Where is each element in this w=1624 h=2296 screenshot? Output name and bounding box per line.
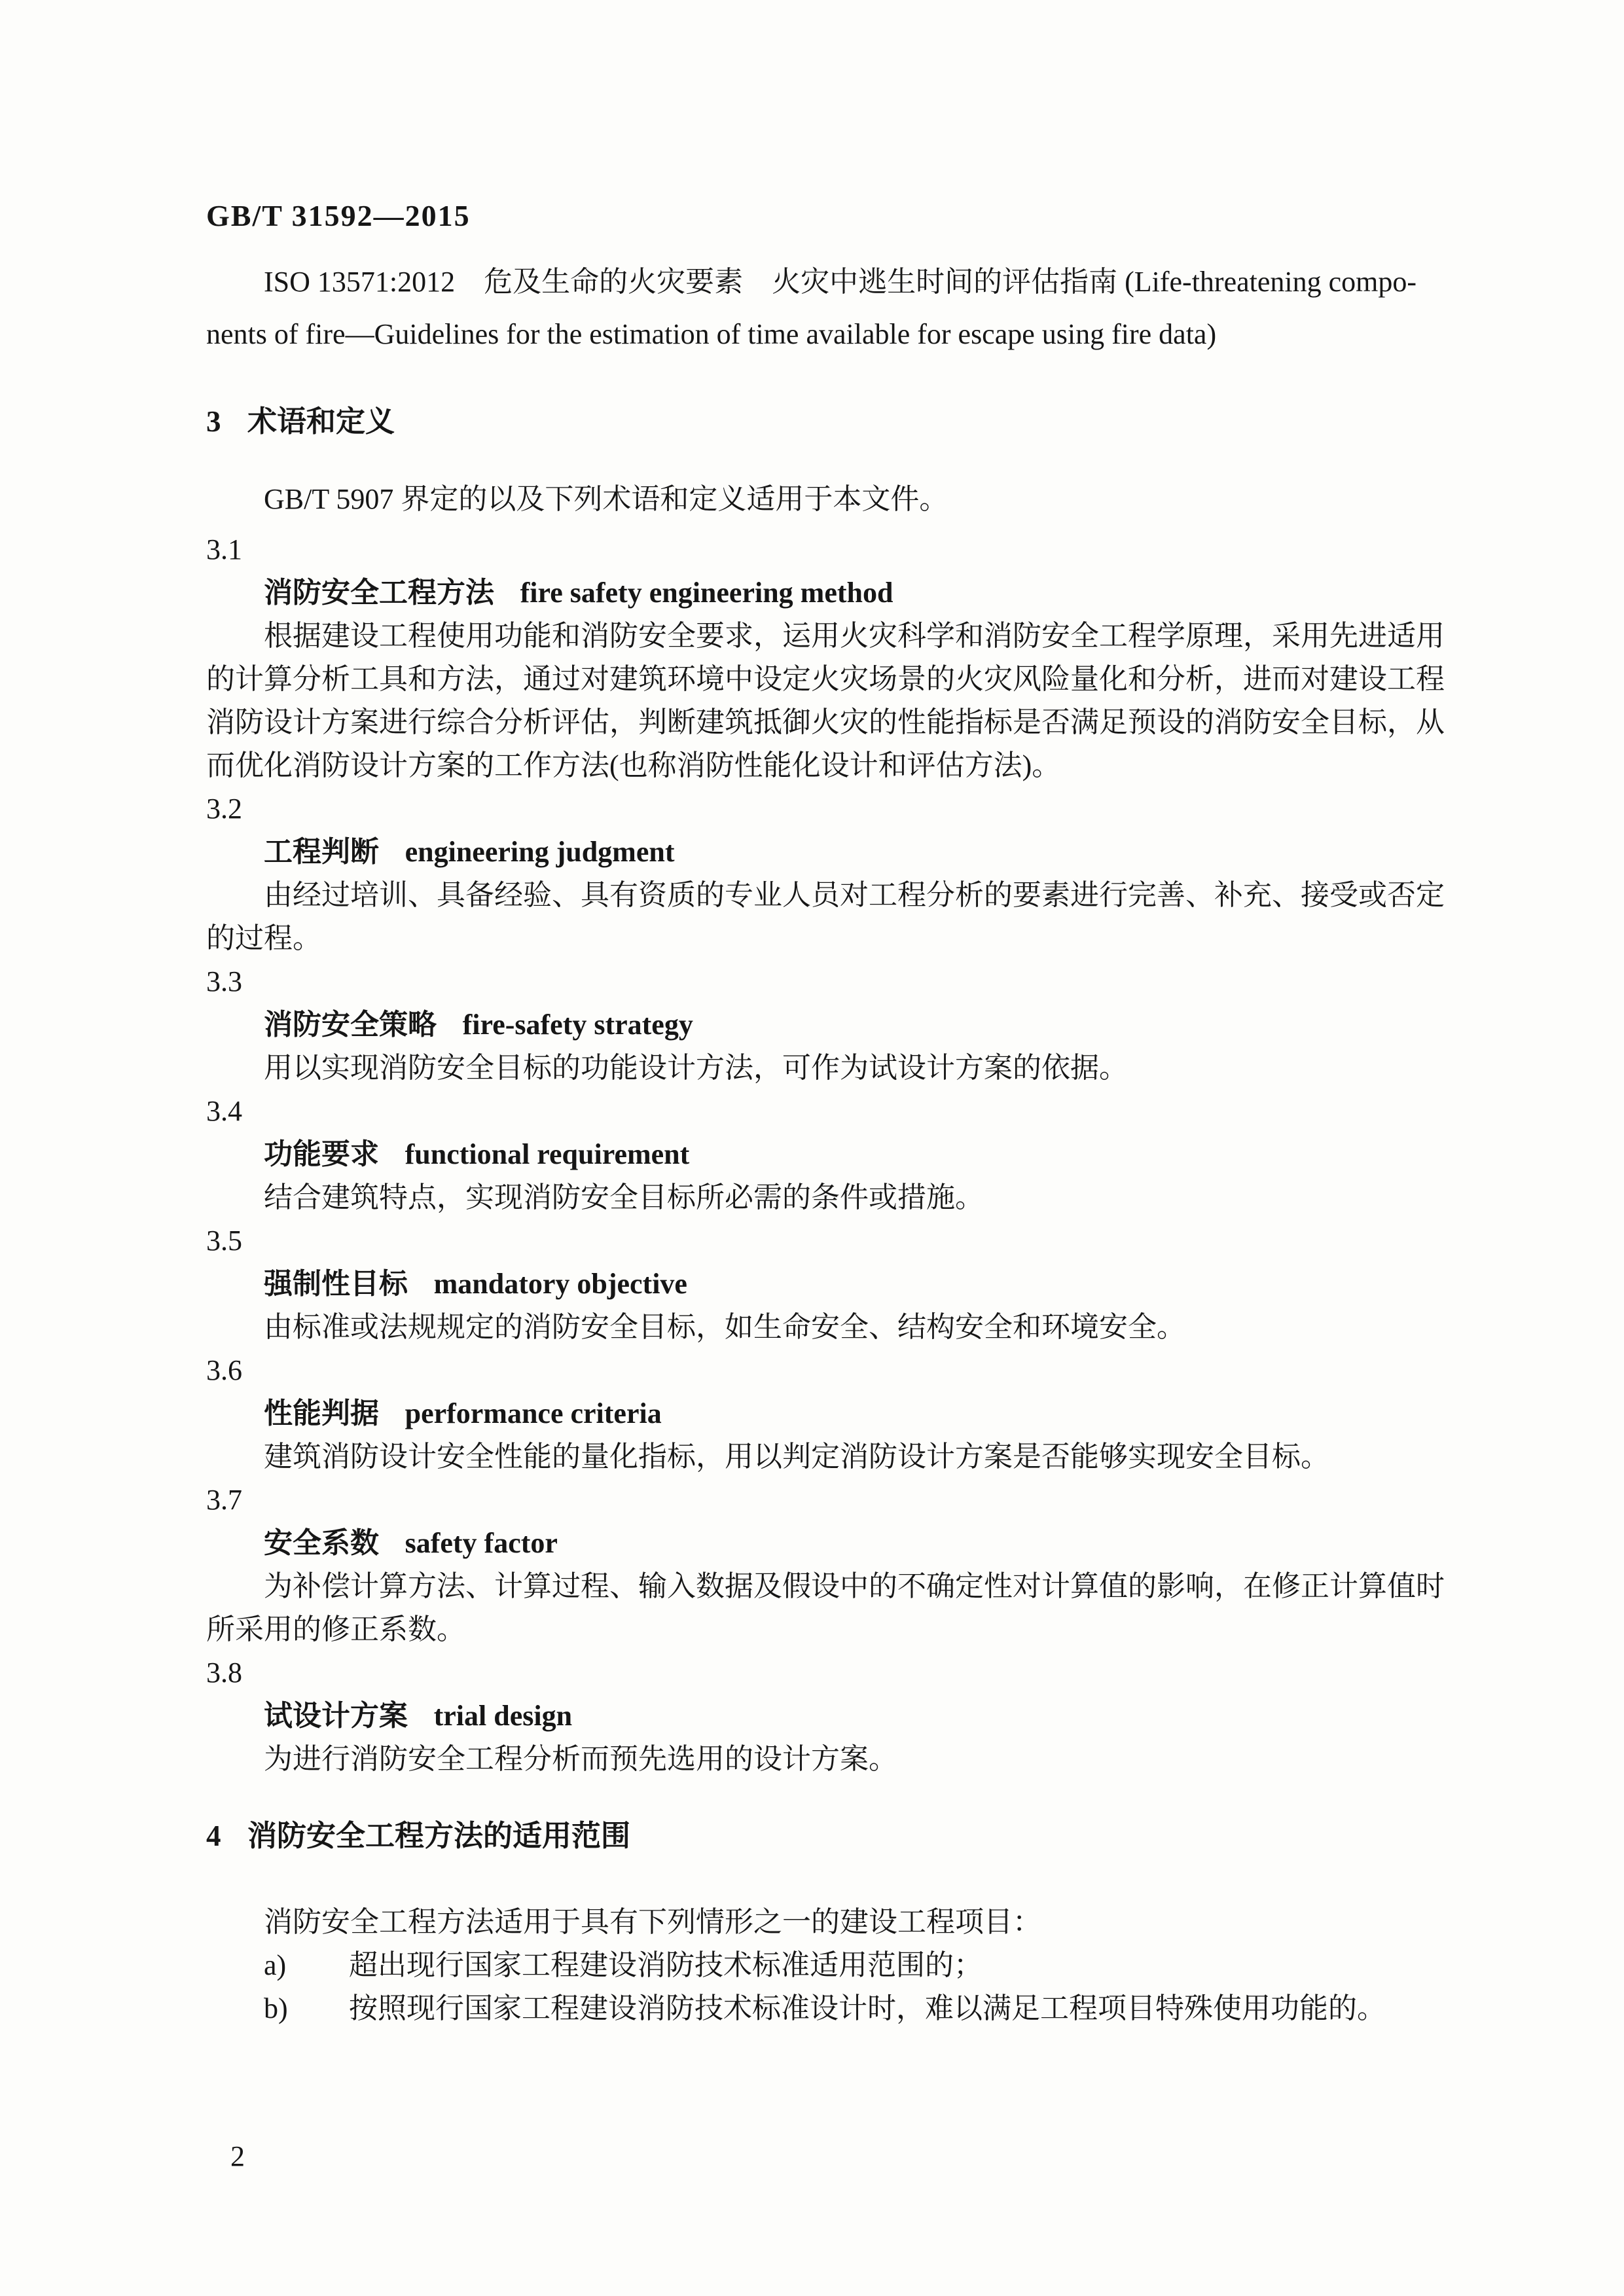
scope-conditions-list (206, 1944, 1460, 2030)
section-4-intro: 消防安全工程方法适用于具有下列情形之一的建设工程项目： (264, 1906, 1041, 1938)
section-4-title: 消防安全工程方法的适用范围 (247, 1820, 631, 1852)
terms-list (206, 528, 1460, 1781)
term-item-3-3 (206, 960, 1460, 1090)
normative-reference-line-2: nents of fire—Guidelines for the estimation of time available for escape using fire data) (206, 318, 1217, 350)
section-3-number: 3 (206, 405, 221, 438)
scope-item-a (206, 1944, 1460, 1987)
term-definition: 由标准或法规规定的消防安全目标，如生命安全、结构安全和环境安全。 (264, 1311, 1185, 1343)
page-content (206, 256, 1460, 2030)
term-definition: 根据建设工程使用功能和消防安全要求，运用火灾科学和消防安全工程学原理，采用先进适用的计算分析工具和方法，通过对建筑环境中设定火灾场景的火灾风险量化和分析，进而对建设工程消防设计方案进行综合分析评估，判断建筑抵御火灾的性能指标是否满足预设的消防安全目标，从而优化消防设计方案的工作方法(也称消防性能化设计和评估方法)。 (206, 620, 1445, 781)
doc-number-header: GB/T 31592—2015 (206, 199, 471, 232)
term-title-zh: 功能要求 (264, 1138, 379, 1170)
normative-reference-entry (206, 256, 1460, 361)
scope-item-label: a) (264, 1949, 287, 1981)
term-title-en: safety factor (405, 1527, 558, 1559)
term-number: 3.8 (206, 1657, 242, 1689)
term-definition: 为进行消防安全工程分析而预先选用的设计方案。 (264, 1743, 897, 1775)
term-number: 3.7 (206, 1484, 242, 1516)
term-title-zh: 安全系数 (264, 1527, 379, 1559)
term-title-zh: 试设计方案 (264, 1700, 408, 1732)
term-definition: 用以实现消防安全目标的功能设计方法，可作为试设计方案的依据。 (264, 1052, 1128, 1084)
term-number: 3.4 (206, 1095, 242, 1127)
term-title-zh: 性能判据 (264, 1397, 379, 1429)
section-3-intro: GB/T 5907 界定的以及下列术语和定义适用于本文件。 (264, 483, 948, 515)
section-3-title: 术语和定义 (247, 405, 395, 438)
term-heading (206, 571, 1460, 615)
term-title-en: mandatory objective (433, 1268, 687, 1300)
term-definition: 为补偿计算方法、计算过程、输入数据及假设中的不确定性对计算值的影响，在修正计算值时所采用的修正系数。 (206, 1570, 1445, 1645)
term-number: 3.3 (206, 965, 242, 997)
scope-item-label: b) (264, 1992, 288, 2024)
normative-reference-line-1: ISO 13571:2012 危及生命的火灾要素 火灾中逃生时间的评估指南 (Life-threatening compo- (264, 266, 1417, 298)
term-number: 3.1 (206, 533, 242, 565)
term-definition: 由经过培训、具备经验、具有资质的专业人员对工程分析的要素进行完善、补充、接受或否定的过程。 (206, 879, 1445, 954)
term-number: 3.2 (206, 793, 242, 825)
term-title-en: engineering judgment (405, 836, 675, 868)
term-title-zh: 消防安全工程方法 (264, 577, 494, 609)
term-title-en: fire-safety strategy (462, 1009, 693, 1041)
term-title-en: performance criteria (405, 1397, 662, 1429)
term-heading (206, 1133, 1460, 1176)
term-item-3-1 (206, 528, 1460, 787)
page-number: 2 (230, 2140, 245, 2172)
term-heading (206, 1392, 1460, 1435)
term-item-3-6 (206, 1349, 1460, 1479)
term-title-en: functional requirement (405, 1138, 690, 1170)
term-definition: 结合建筑特点，实现消防安全目标所必需的条件或措施。 (264, 1181, 984, 1213)
section-4-heading (206, 1814, 1460, 1857)
term-heading (206, 1522, 1460, 1565)
term-heading (206, 1263, 1460, 1306)
term-number: 3.6 (206, 1354, 242, 1386)
term-item-3-7 (206, 1479, 1460, 1651)
term-title-zh: 强制性目标 (264, 1268, 408, 1300)
scope-item-text: 按照现行国家工程建设消防技术标准设计时，难以满足工程项目特殊使用功能的。 (349, 1992, 1386, 2024)
term-heading (206, 831, 1460, 874)
scope-item-text: 超出现行国家工程建设消防技术标准适用范围的； (349, 1949, 983, 1981)
term-item-3-5 (206, 1219, 1460, 1349)
term-title-en: fire safety engineering method (520, 577, 893, 609)
term-title-zh: 消防安全策略 (264, 1009, 437, 1041)
section-4-number: 4 (206, 1820, 221, 1852)
term-title-en: trial design (433, 1700, 573, 1732)
term-number: 3.5 (206, 1225, 242, 1257)
term-item-3-8 (206, 1651, 1460, 1781)
term-heading (206, 1695, 1460, 1738)
term-item-3-2 (206, 787, 1460, 960)
term-item-3-4 (206, 1090, 1460, 1219)
term-heading (206, 1003, 1460, 1047)
term-definition: 建筑消防设计安全性能的量化指标，用以判定消防设计方案是否能够实现安全目标。 (264, 1441, 1329, 1473)
term-title-zh: 工程判断 (264, 836, 379, 868)
scope-item-b (206, 1987, 1460, 2030)
section-3-heading (206, 400, 1460, 443)
